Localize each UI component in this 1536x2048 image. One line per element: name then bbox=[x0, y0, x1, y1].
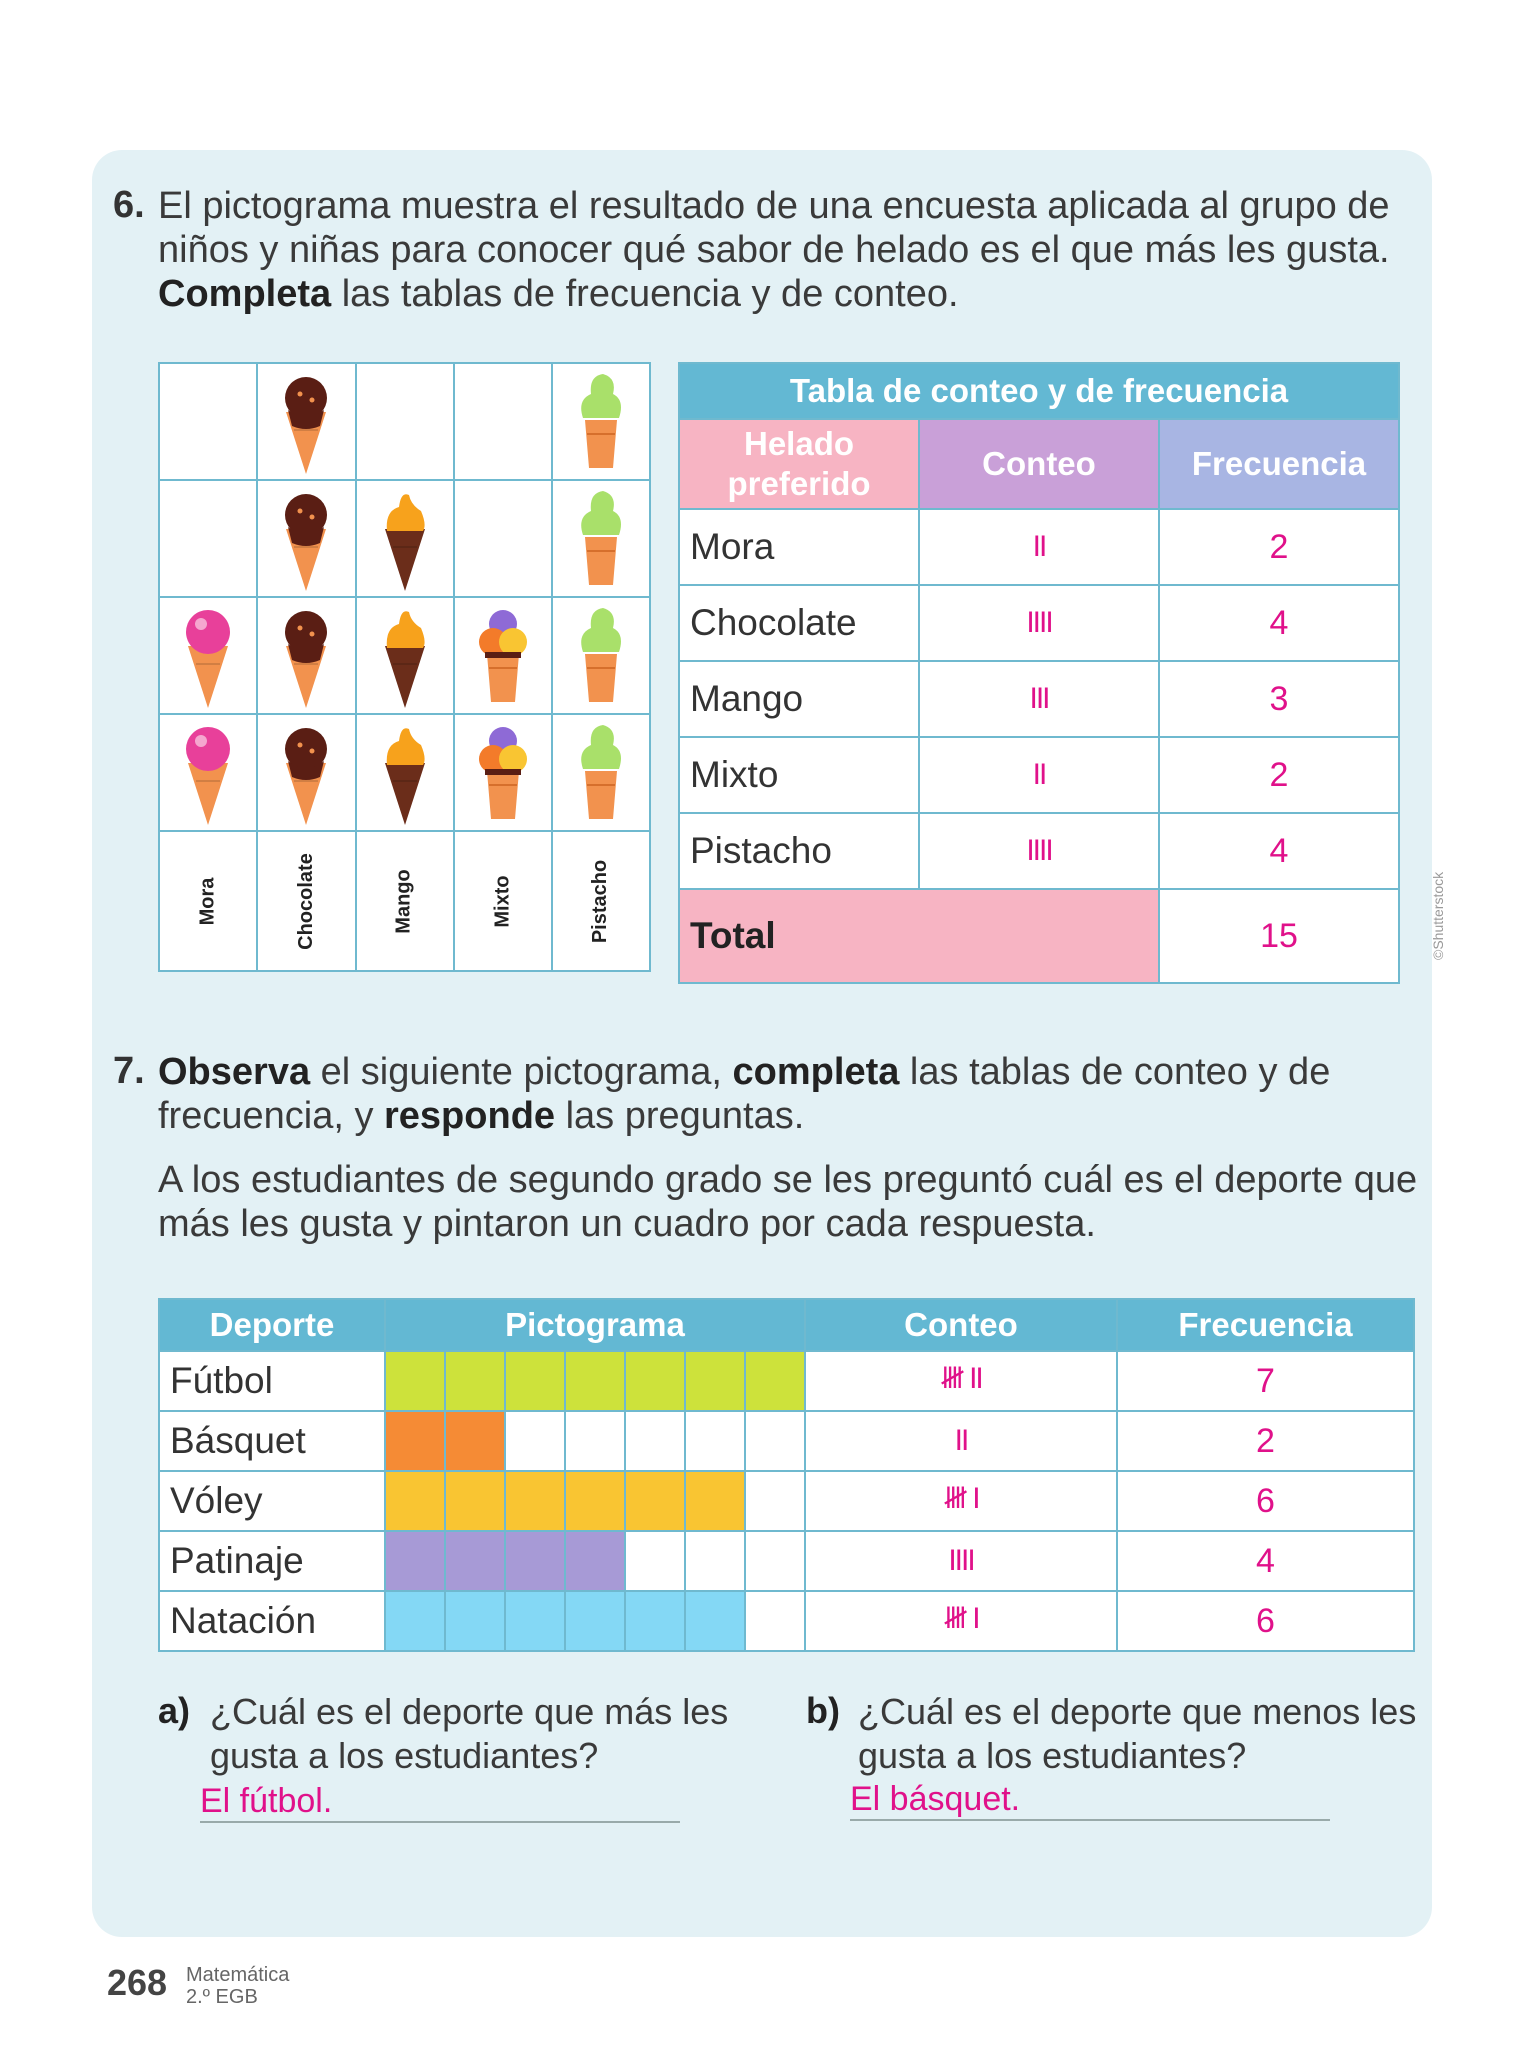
question-b-label: b) bbox=[806, 1690, 840, 1731]
pictogram-label-cell bbox=[552, 831, 650, 971]
frequency-value[interactable]: 2 bbox=[1159, 737, 1399, 813]
subject-name: Matemática bbox=[186, 1964, 290, 1986]
total-value: 15 bbox=[1159, 889, 1399, 983]
sport-name: Patinaje bbox=[159, 1531, 385, 1591]
pictogram-square bbox=[445, 1351, 505, 1411]
pictogram-cell bbox=[257, 363, 356, 480]
pictogram-square bbox=[505, 1531, 565, 1591]
table-title: Tabla de conteo y de frecuencia bbox=[679, 363, 1399, 419]
sport-name: Vóley bbox=[159, 1471, 385, 1531]
frequency-value[interactable]: 4 bbox=[1159, 585, 1399, 661]
pictogram-square bbox=[685, 1411, 745, 1471]
pictogram-square bbox=[385, 1471, 445, 1531]
pictogram-cell bbox=[159, 480, 257, 597]
pictogram-cell bbox=[257, 714, 356, 831]
pictogram-square bbox=[685, 1591, 745, 1651]
pictogram-label-cell bbox=[356, 831, 454, 971]
exercise-6-text-end: las tablas de frecuencia y de conteo. bbox=[331, 273, 959, 315]
question-b-text: ¿Cuál es el deporte que menos les gusta a los estudiantes? bbox=[858, 1691, 1417, 1776]
exercise-7-number: 7. bbox=[113, 1050, 145, 1092]
ex7-text-3: las preguntas. bbox=[555, 1095, 805, 1137]
pink-ice-cream-cone-icon bbox=[160, 602, 256, 710]
flavor-label: Mixto bbox=[491, 874, 514, 928]
pictogram-square bbox=[445, 1411, 505, 1471]
mango-ice-cream-cone-icon bbox=[357, 602, 453, 710]
tally-marks[interactable]: 𝍸 I bbox=[805, 1591, 1117, 1651]
pictogram-square bbox=[565, 1351, 625, 1411]
chocolate-ice-cream-cone-icon bbox=[258, 602, 355, 710]
exercise-7-context: A los estudiantes de segundo grado se les preguntó cuál es el deporte que más les gusta y pintaron un cuadro por cada respuesta. bbox=[158, 1159, 1418, 1245]
col-header-helado-line2: preferido bbox=[727, 465, 871, 502]
table-row bbox=[159, 1411, 1414, 1471]
pictogram-row bbox=[159, 363, 650, 480]
pictogram-square bbox=[385, 1411, 445, 1471]
col-header-conteo: Conteo bbox=[919, 419, 1159, 509]
pictogram-square bbox=[505, 1471, 565, 1531]
pictogram-cell bbox=[454, 714, 552, 831]
table-row bbox=[679, 813, 1399, 889]
pictogram-label-cell bbox=[159, 831, 257, 971]
pictogram-cell bbox=[552, 597, 650, 714]
pictogram-label-cell bbox=[257, 831, 356, 971]
exercise-6-text: El pictograma muestra el resultado de una encuesta aplicada al grupo de niños y niñas para conocer qué sabor de helado es el que más les gusta. bbox=[158, 185, 1390, 271]
frequency-value[interactable]: 6 bbox=[1117, 1591, 1414, 1651]
pictogram-row bbox=[159, 597, 650, 714]
flavor-name: Mango bbox=[679, 661, 919, 737]
pictogram-square bbox=[685, 1531, 745, 1591]
pictogram-square bbox=[505, 1591, 565, 1651]
mango-ice-cream-cone-icon bbox=[357, 719, 453, 827]
tally-marks[interactable]: II bbox=[805, 1411, 1117, 1471]
frequency-value[interactable]: 2 bbox=[1117, 1411, 1414, 1471]
pictogram-label-row bbox=[159, 831, 650, 971]
flavor-name: Mora bbox=[679, 509, 919, 585]
pictogram-square bbox=[625, 1471, 685, 1531]
pictogram-cell bbox=[552, 714, 650, 831]
pictogram-square bbox=[445, 1471, 505, 1531]
pictogram-square bbox=[745, 1531, 805, 1591]
col-header-frecuencia: Frecuencia bbox=[1159, 419, 1399, 509]
answer-b[interactable]: El básquet. bbox=[850, 1780, 1330, 1821]
pictogram-square bbox=[745, 1471, 805, 1531]
tally-marks[interactable]: IIII bbox=[919, 585, 1159, 661]
col-header-pictograma: Pictograma bbox=[385, 1299, 805, 1351]
flavor-name: Mixto bbox=[679, 737, 919, 813]
pictogram-cell bbox=[356, 597, 454, 714]
chocolate-ice-cream-cone-icon bbox=[258, 485, 355, 593]
pictogram-square bbox=[625, 1591, 685, 1651]
sport-name: Básquet bbox=[159, 1411, 385, 1471]
total-label: Total bbox=[679, 889, 1159, 983]
pictogram-square bbox=[685, 1471, 745, 1531]
table-row bbox=[679, 585, 1399, 661]
question-a-label: a) bbox=[158, 1690, 191, 1731]
pictogram-square bbox=[445, 1591, 505, 1651]
pictogram-square bbox=[385, 1591, 445, 1651]
table-row bbox=[679, 509, 1399, 585]
pink-ice-cream-cone-icon bbox=[160, 719, 256, 827]
pictogram-square bbox=[685, 1351, 745, 1411]
chocolate-ice-cream-cone-icon bbox=[258, 368, 355, 476]
exercise-7-instructions bbox=[158, 1050, 1420, 1138]
pictogram-square bbox=[565, 1471, 625, 1531]
ex7-text-2: las tablas de conteo y de frecuencia, y bbox=[158, 1051, 1331, 1137]
tally-marks[interactable]: III bbox=[919, 661, 1159, 737]
sport-name: Natación bbox=[159, 1591, 385, 1651]
ex7-text-1: el siguiente pictograma, bbox=[310, 1051, 733, 1093]
pictogram-row bbox=[159, 480, 650, 597]
table-row bbox=[679, 737, 1399, 813]
pictogram-square bbox=[565, 1531, 625, 1591]
tally-marks[interactable]: IIII bbox=[919, 813, 1159, 889]
pictogram-cell bbox=[257, 597, 356, 714]
ex7-bold-3: responde bbox=[384, 1095, 556, 1137]
table-row bbox=[159, 1591, 1414, 1651]
frequency-value[interactable]: 2 bbox=[1159, 509, 1399, 585]
chocolate-ice-cream-cone-icon bbox=[258, 719, 355, 827]
pictogram-square bbox=[625, 1411, 685, 1471]
pistachio-ice-cream-cone-icon bbox=[553, 602, 649, 710]
flavor-label: Mango bbox=[393, 868, 416, 934]
pictogram-cell bbox=[454, 597, 552, 714]
pictogram-square bbox=[385, 1531, 445, 1591]
image-credit: ©Shutterstock bbox=[1430, 871, 1446, 960]
table-row bbox=[159, 1531, 1414, 1591]
col-header-conteo: Conteo bbox=[805, 1299, 1117, 1351]
pictogram-cell bbox=[454, 363, 552, 480]
table-row bbox=[159, 1351, 1414, 1411]
pictogram-cell bbox=[356, 714, 454, 831]
flavor-label: Pistacho bbox=[589, 859, 612, 943]
flavor-name: Chocolate bbox=[679, 585, 919, 661]
tally-marks[interactable]: 𝍸 II bbox=[805, 1351, 1117, 1411]
pictogram-cell bbox=[159, 363, 257, 480]
pictogram-cell bbox=[356, 480, 454, 597]
pictogram-square bbox=[745, 1591, 805, 1651]
exercise-6-instructions bbox=[158, 184, 1420, 316]
pictogram-cell bbox=[454, 480, 552, 597]
pictogram-row bbox=[159, 714, 650, 831]
mixed-ice-cream-cone-icon bbox=[455, 602, 551, 710]
tally-marks[interactable]: IIII bbox=[805, 1531, 1117, 1591]
col-header-helado-line1: Helado bbox=[743, 425, 855, 462]
pictogram-cell bbox=[552, 480, 650, 597]
pictogram-cell bbox=[159, 714, 257, 831]
col-header-frecuencia: Frecuencia bbox=[1117, 1299, 1414, 1351]
pictogram-square bbox=[565, 1591, 625, 1651]
page-number: 268 bbox=[107, 1962, 168, 2003]
pictogram-square bbox=[745, 1411, 805, 1471]
frequency-value[interactable]: 3 bbox=[1159, 661, 1399, 737]
pictogram-cell bbox=[552, 363, 650, 480]
footer-subject bbox=[186, 1964, 289, 2008]
mixed-ice-cream-cone-icon bbox=[455, 719, 551, 827]
ex7-bold-1: Observa bbox=[158, 1051, 311, 1093]
ice-cream-pictogram bbox=[158, 362, 651, 972]
tally-marks[interactable]: II bbox=[919, 737, 1159, 813]
exercise-6-number: 6. bbox=[113, 184, 145, 226]
pictogram-square bbox=[565, 1411, 625, 1471]
flavor-label: Mora bbox=[196, 877, 219, 925]
sports-table bbox=[158, 1298, 1415, 1652]
pictogram-cell bbox=[356, 363, 454, 480]
pistachio-ice-cream-cone-icon bbox=[553, 368, 649, 476]
frequency-value[interactable]: 4 bbox=[1117, 1531, 1414, 1591]
ex7-bold-2: completa bbox=[732, 1051, 900, 1093]
answer-a[interactable]: El fútbol. bbox=[200, 1782, 680, 1823]
sport-name: Fútbol bbox=[159, 1351, 385, 1411]
exercise-6-bold: Completa bbox=[158, 273, 332, 315]
table-row bbox=[159, 1471, 1414, 1531]
frequency-value[interactable]: 4 bbox=[1159, 813, 1399, 889]
pictogram-square bbox=[505, 1351, 565, 1411]
pictogram-square bbox=[745, 1351, 805, 1411]
tally-marks[interactable]: 𝍸 I bbox=[805, 1471, 1117, 1531]
col-header-helado bbox=[679, 419, 919, 509]
frequency-value[interactable]: 7 bbox=[1117, 1351, 1414, 1411]
flavor-name: Pistacho bbox=[679, 813, 919, 889]
pistachio-ice-cream-cone-icon bbox=[553, 485, 649, 593]
pistachio-ice-cream-cone-icon bbox=[553, 719, 649, 827]
flavor-label: Chocolate bbox=[294, 852, 317, 950]
pictogram-square bbox=[625, 1531, 685, 1591]
pictogram-square bbox=[385, 1351, 445, 1411]
frequency-value[interactable]: 6 bbox=[1117, 1471, 1414, 1531]
pictogram-square bbox=[505, 1411, 565, 1471]
question-a-text: ¿Cuál es el deporte que más les gusta a los estudiantes? bbox=[210, 1691, 729, 1776]
col-header-deporte: Deporte bbox=[159, 1299, 385, 1351]
pictogram-square bbox=[445, 1531, 505, 1591]
grade-label: 2.º EGB bbox=[186, 1986, 258, 2008]
mango-ice-cream-cone-icon bbox=[357, 485, 453, 593]
table-row bbox=[679, 661, 1399, 737]
pictogram-label-cell bbox=[454, 831, 552, 971]
tally-marks[interactable]: II bbox=[919, 509, 1159, 585]
pictogram-cell bbox=[159, 597, 257, 714]
pictogram-cell bbox=[257, 480, 356, 597]
frequency-table-ice-cream bbox=[678, 362, 1400, 984]
pictogram-square bbox=[625, 1351, 685, 1411]
